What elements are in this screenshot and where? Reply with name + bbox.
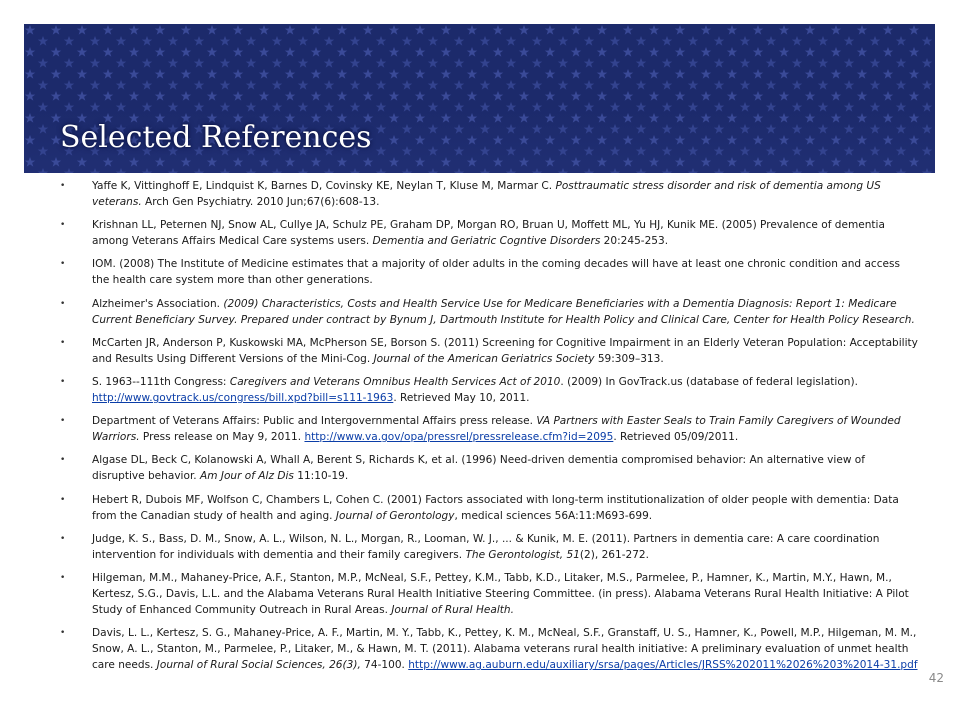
reference-text: Krishnan LL, Peternen NJ, Snow AL, Cullye JA, Schulz PE, Graham DP, Morgan RO, Bruan U, Moffett ML, Yu HJ, Kunik ME. (2005) Prevalence of dementia among Veterans Affairs Medical Care systems users.	[92, 219, 885, 248]
reference-text: Alzheimer's Association.	[92, 297, 224, 310]
bullet-icon: •	[60, 376, 66, 387]
reference-text: Judge, K. S., Bass, D. M., Snow, A. L., Wilson, N. L., Morgan, R., Looman, W. J., ... & Kunik, M. E. (2011). Partners in dementia care: A care coordination intervention for individuals with dementia and their family caregivers.	[92, 532, 880, 561]
reference-italic-text: Journal of Rural Social Sciences, 26(3),	[156, 659, 361, 672]
page-title: Selected References	[60, 120, 372, 155]
reference-item	[60, 531, 920, 563]
reference-item	[60, 492, 920, 524]
reference-text: , medical sciences 56A:11:M693-699.	[454, 509, 653, 522]
reference-link[interactable]: http://www.va.gov/opa/pressrel/pressrelease.cfm?id=2095	[304, 431, 614, 444]
reference-text: (2), 261-272.	[579, 548, 649, 561]
reference-text: 74-100.	[360, 659, 409, 672]
bullet-icon: •	[60, 181, 66, 191]
reference-item	[60, 413, 920, 445]
page-number: 42	[928, 671, 944, 685]
reference-text: Yaffe K, Vittinghoff E, Lindquist K, Barnes D, Covinsky KE, Neylan T, Kluse M, Marmar C.	[92, 180, 556, 192]
bullet-icon: •	[60, 259, 66, 270]
reference-text: 20:245-253.	[600, 235, 669, 248]
reference-italic-text: VA Partners with Easter Seals to Train Family Caregivers of Wounded Warriors.	[92, 415, 901, 444]
reference-text: . Retrieved May 10, 2011.	[393, 391, 530, 404]
reference-item	[60, 217, 920, 249]
bullet-icon: •	[60, 533, 66, 544]
reference-text: Davis, L. L., Kertesz, S. G., Mahaney-Price, A. F., Martin, M. Y., Tabb, K., Pettey, K. M., McNeal, S.F., Granstaff, U. S., Hamner, K., Powell, M.P., Hilgeman, M. M., Snow, A. L., Stanton, M., Parmelee, P., Litaker, M., & Hawn, M. T. (2011). Alabama veterans rural health initiative: A preliminary evaluation of unmet health care needs.	[92, 627, 917, 672]
bullet-icon: •	[60, 416, 66, 427]
reference-item	[60, 256, 920, 288]
reference-italic-text: Caregivers and Veterans Omnibus Health Services Act of 2010	[229, 375, 561, 388]
reference-item	[60, 570, 920, 618]
reference-italic-text: Posttraumatic stress disorder and risk of dementia among US veterans.	[92, 180, 881, 209]
reference-item	[60, 296, 920, 328]
reference-text: 11:10-19.	[293, 470, 349, 483]
title-banner	[24, 24, 935, 173]
bullet-icon: •	[60, 494, 66, 505]
bullet-icon: •	[60, 455, 66, 466]
reference-italic-text: The Gerontologist, 51	[465, 548, 580, 561]
reference-text: Hilgeman, M.M., Mahaney-Price, A.F., Stanton, M.P., McNeal, S.F., Pettey, K.M., Tabb, K.D., Litaker, M.S., Parmelee, P., Hamner, K., Martin, M.Y., Hawn, M., Kertesz, S.G., Davis, L.L. and the Alabama Veterans Rural Health Initiative Steering Committee. (in press). Alabama Veterans Rural Health Initiative: A Pilot Study of Enhanced Community Outreach in Rural Areas.	[92, 571, 909, 616]
reference-text: Department of Veterans Affairs: Public and Intergovernmental Affairs press release.	[92, 415, 537, 428]
reference-italic-text: Dementia and Geriatric Cogntive Disorders	[372, 235, 601, 248]
reference-text: IOM. (2008) The Institute of Medicine estimates that a majority of older adults in the coming decades will have at least one chronic condition and access the health care system more than other generations.	[92, 258, 900, 287]
reference-text: . Retrieved 05/09/2011.	[613, 431, 739, 444]
reference-item	[60, 625, 920, 673]
reference-item	[60, 335, 920, 367]
reference-list	[60, 178, 920, 680]
reference-text: Algase DL, Beck C, Kolanowski A, Whall A, Berent S, Richards K, et al. (1996) Need-driven dementia compromised behavior: An alternative view of disruptive behavior.	[92, 454, 865, 483]
reference-text: Arch Gen Psychiatry. 2010 Jun;67(6):608-13.	[141, 196, 380, 209]
reference-italic-text: Journal of Rural Health.	[391, 603, 514, 616]
reference-text: McCarten JR, Anderson P, Kuskowski MA, McPherson SE, Borson S. (2011) Screening for Cognitive Impairment in an Elderly Veteran Population: Acceptability and Results Using Different Versions of the Mini-Cog.	[92, 336, 918, 365]
bullet-icon: •	[60, 298, 66, 309]
reference-italic-text: (2009) Characteristics, Costs and Health Service Use for Medicare Beneficiaries with a Dementia Diagnosis: Report 1: Medicare Current Beneficiary Survey. Prepared under contract by Bynum J, Dartmouth Institute for Health Policy and Clinical Care, Center for Health Policy Research.	[92, 297, 915, 326]
reference-text: 59:309–313.	[594, 352, 664, 365]
bullet-icon: •	[60, 220, 66, 231]
reference-text: S. 1963--111th Congress:	[92, 375, 230, 388]
reference-italic-text: Am Jour of Alz Dis	[200, 470, 294, 483]
reference-item	[60, 178, 920, 210]
reference-link[interactable]: http://www.ag.auburn.edu/auxiliary/srsa/pages/Articles/JRSS%202011%2026%203%2014-31.pdf	[408, 659, 918, 672]
reference-text: Hebert R, Dubois MF, Wolfson C, Chambers L, Cohen C. (2001) Factors associated with long-term institutionalization of older people with dementia: Data from the Canadian study of health and aging.	[92, 493, 899, 522]
reference-text: . (2009) In GovTrack.us (database of federal legislation).	[560, 375, 858, 388]
bullet-icon: •	[60, 337, 66, 348]
reference-link[interactable]: http://www.govtrack.us/congress/bill.xpd?bill=s111-1963	[92, 391, 394, 404]
reference-item	[60, 452, 920, 484]
reference-italic-text: Journal of Gerontology	[335, 509, 455, 522]
reference-text: Press release on May 9, 2011.	[139, 431, 305, 444]
bullet-icon: •	[60, 628, 66, 639]
bullet-icon: •	[60, 572, 66, 583]
reference-item	[60, 374, 920, 406]
reference-italic-text: Journal of the American Geriatrics Society	[373, 352, 595, 365]
